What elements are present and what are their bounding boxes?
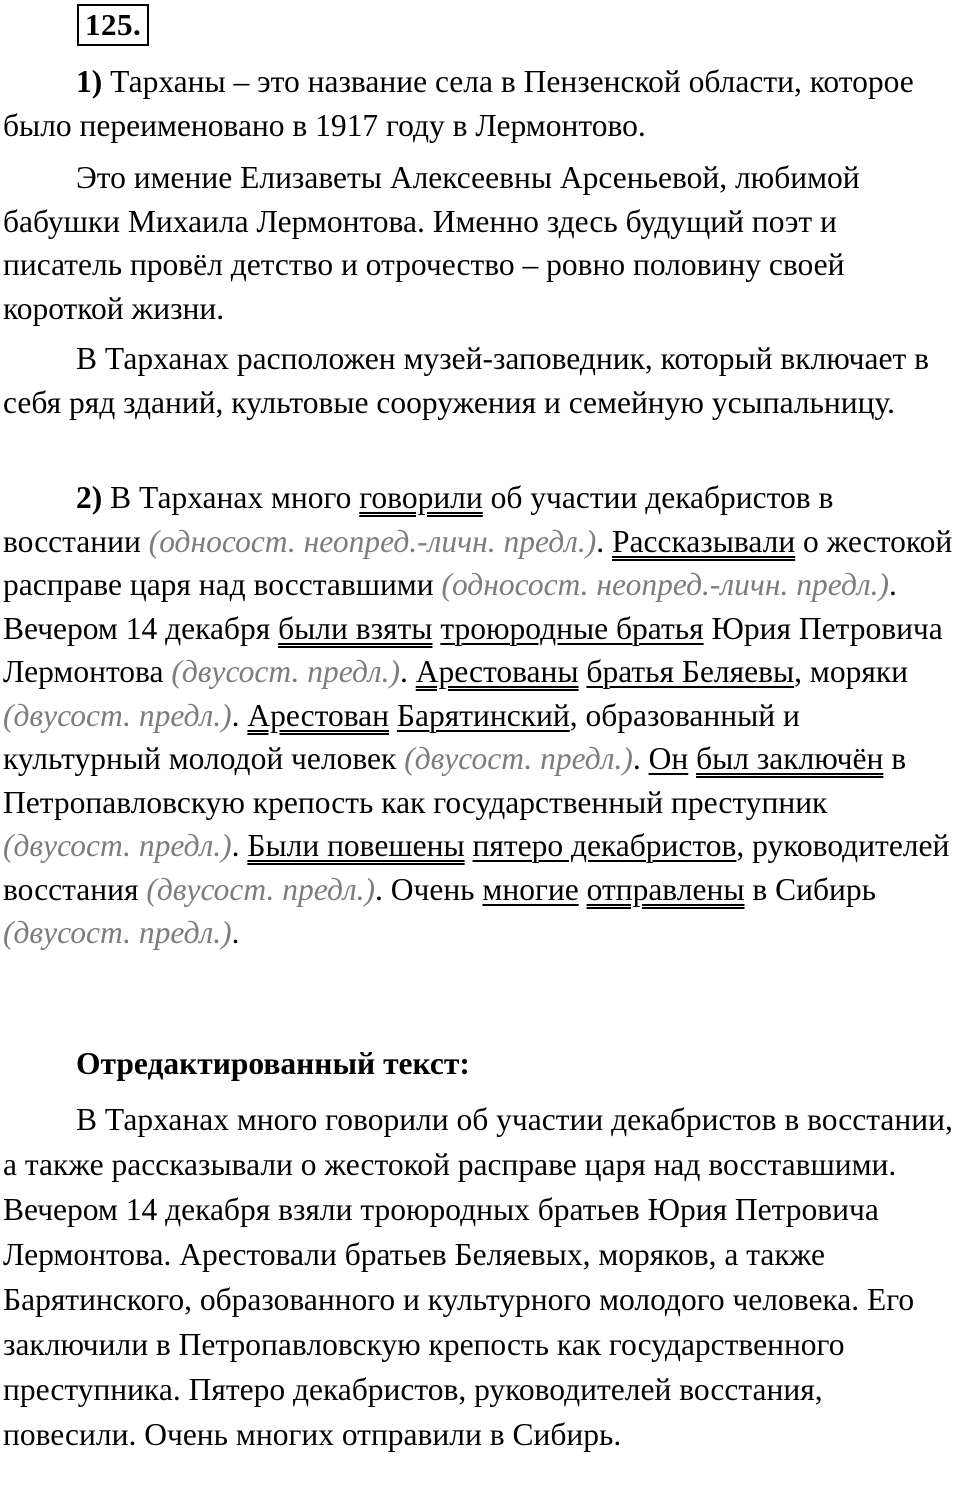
text-segment: о жестокой расправе царя над восставшими <box>3 523 953 602</box>
predicate-underline: были взяты <box>278 610 433 646</box>
text-segment: об участии декабристов в восстании <box>3 480 834 559</box>
text-segment: . Вечером 14 декабря <box>3 567 897 646</box>
predicate-underline: Арестованы <box>415 654 579 689</box>
edited-text-heading: Отредактированный текст: <box>76 1046 470 1081</box>
text-segment: в Сибирь <box>744 871 876 907</box>
subject-underline: Барятинский <box>396 697 570 733</box>
exercise-number: 125. <box>85 7 142 42</box>
subject-underline: многие <box>482 871 579 907</box>
predicate-underline: отправлены <box>586 871 745 907</box>
text-segment: . <box>231 828 248 863</box>
syntax-note: (двусост. предл.) <box>146 871 375 907</box>
text-segment <box>579 872 587 907</box>
predicate-underline: говорили <box>359 480 483 515</box>
syntax-note: (односост. неопред.-личн. предл.) <box>441 567 889 602</box>
part1-marker: 1) <box>76 64 103 99</box>
part1-text-1: Тарханы – это название села в Пензенской области, которое было переименовано в 1917 году в Лермонтово. <box>3 64 914 143</box>
syntax-note: (односост. неопред.-личн. предл.) <box>148 523 597 559</box>
text-segment: . Очень <box>375 871 483 907</box>
predicate-underline: Рассказывали <box>612 523 796 559</box>
syntax-note: (двусост. предл.) <box>404 741 633 776</box>
text-segment: В Тарханах много <box>102 480 360 515</box>
text-segment: , руководителей восстания <box>3 828 950 907</box>
text-segment: , образованный и культурный молодой человек <box>3 697 800 776</box>
text-segment <box>465 828 473 863</box>
text-segment: . <box>399 654 416 689</box>
part1-text-3: В Тарханах расположен музей-заповедник, который включает в себя ряд зданий, культовые сооружения и семейную усыпальницу. <box>3 341 929 420</box>
text-segment: Юрия Петровича Лермонтова <box>3 610 943 689</box>
part1-paragraph-3 <box>3 337 957 424</box>
text-segment <box>389 698 397 733</box>
edited-text: В Тарханах много говорили об участии декабристов в восстании, а также рассказывали о жестокой расправе царя над восставшими. Вечером 14 декабря взяли троюродных братьев Юрия Петровича Лермонтова. Арестовали братьев Беляевых, моряков, а также Барятинского, образованного и культурного молодого человека. Его заключили в Петропавловскую крепость как государственного преступника. Пятеро декабристов, руководителей восстания, повесили. Очень многих отправили в Сибирь. <box>3 1102 953 1452</box>
part1-paragraph-2 <box>3 156 957 330</box>
text-segment: , моряки <box>794 654 908 689</box>
exercise-number-box <box>77 4 149 46</box>
text-segment: . <box>231 697 248 733</box>
subject-underline: братья Беляевы <box>586 654 795 689</box>
predicate-underline: Были повешены <box>247 828 465 863</box>
text-segment: . <box>632 741 649 776</box>
syntax-note: (двусост. предл.) <box>3 915 232 950</box>
syntax-note: (двусост. предл.) <box>3 697 232 733</box>
part2-marker: 2) <box>76 480 103 515</box>
syntax-note: (двусост. предл.) <box>3 828 232 863</box>
part2-paragraph <box>3 476 957 955</box>
subject-underline: пятеро декабристов <box>472 828 737 863</box>
text-segment <box>688 741 696 776</box>
part1-text-2: Это имение Елизаветы Алексеевны Арсеньевой, любимой бабушки Михаила Лермонтова. Именно здесь будущий поэт и писатель провёл детство и отрочество – ровно половину своей короткой жизни. <box>3 160 860 326</box>
predicate-underline: Арестован <box>247 697 390 733</box>
text-segment: . <box>231 915 240 950</box>
text-segment: . <box>596 523 612 559</box>
subject-underline: троюродные братья <box>440 610 704 646</box>
edited-text-paragraph <box>3 1097 957 1457</box>
part1-paragraph-1 <box>3 60 957 147</box>
predicate-underline: был заключён <box>696 741 884 776</box>
syntax-note: (двусост. предл.) <box>171 654 400 689</box>
text-segment: в Петропавловскую крепость как государственный преступник <box>3 741 907 820</box>
subject-underline: Он <box>648 741 689 776</box>
